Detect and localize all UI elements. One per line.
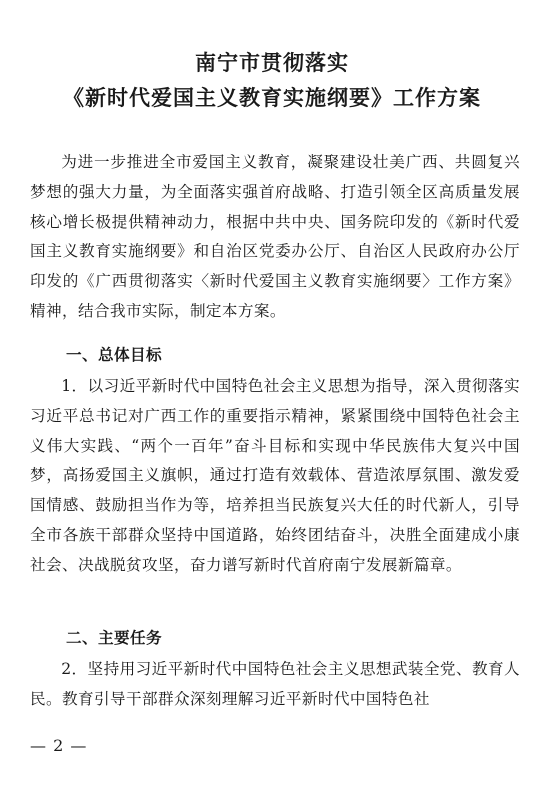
- page-number: — 2 —: [30, 736, 88, 755]
- section-heading-overall-goals: 一、总体目标: [66, 345, 162, 364]
- document-title-line-1: 南宁市贯彻落实: [195, 50, 349, 75]
- section-1-item-1: 1．以习近平新时代中国特色社会主义思想为指导，深入贯彻落实习近平总书记对广西工作的重要指示精神，紧紧围绕中国特色社会主义伟大实践、“两个一百年”奋斗目标和实现中华民族伟大复兴中国梦，高扬爱国主义旗帜，通过打造有效载体、营造浓厚氛围、激发爱国情感、鼓励担当作为等，培养担当民族复兴大任的时代新人，引导全市各族干部群众坚持中国道路，始终团结奋斗，决胜全面建成小康社会、决战脱贫攻坚，奋力谱写新时代首府南宁发展新篇章。: [30, 377, 520, 574]
- section-heading-main-tasks: 二、主要任务: [66, 628, 162, 647]
- faint-watermark: [430, 18, 510, 40]
- intro-paragraph: 为进一步推进全市爱国主义教育，凝聚建设壮美广西、共圆复兴梦想的强大力量，为全面落实强首府战略、打造引领全区高质量发展核心增长极提供精神动力，根据中共中央、国务院印发的《新时代爱国主义教育实施纲要》和自治区党委办公厅、自治区人民政府办公厅印发的《广西贯彻落实〈新时代爱国主义教育实施纲要〉工作方案》精神，结合我市实际，制定本方案。: [30, 153, 520, 320]
- section-2-item-2: 2．坚持用习近平新时代中国特色社会主义思想武装全党、教育人民。教育引导干部群众深刻理解习近平新时代中国特色社: [30, 660, 520, 708]
- document-title-line-2: 《新时代爱国主义教育实施纲要》工作方案: [63, 85, 481, 110]
